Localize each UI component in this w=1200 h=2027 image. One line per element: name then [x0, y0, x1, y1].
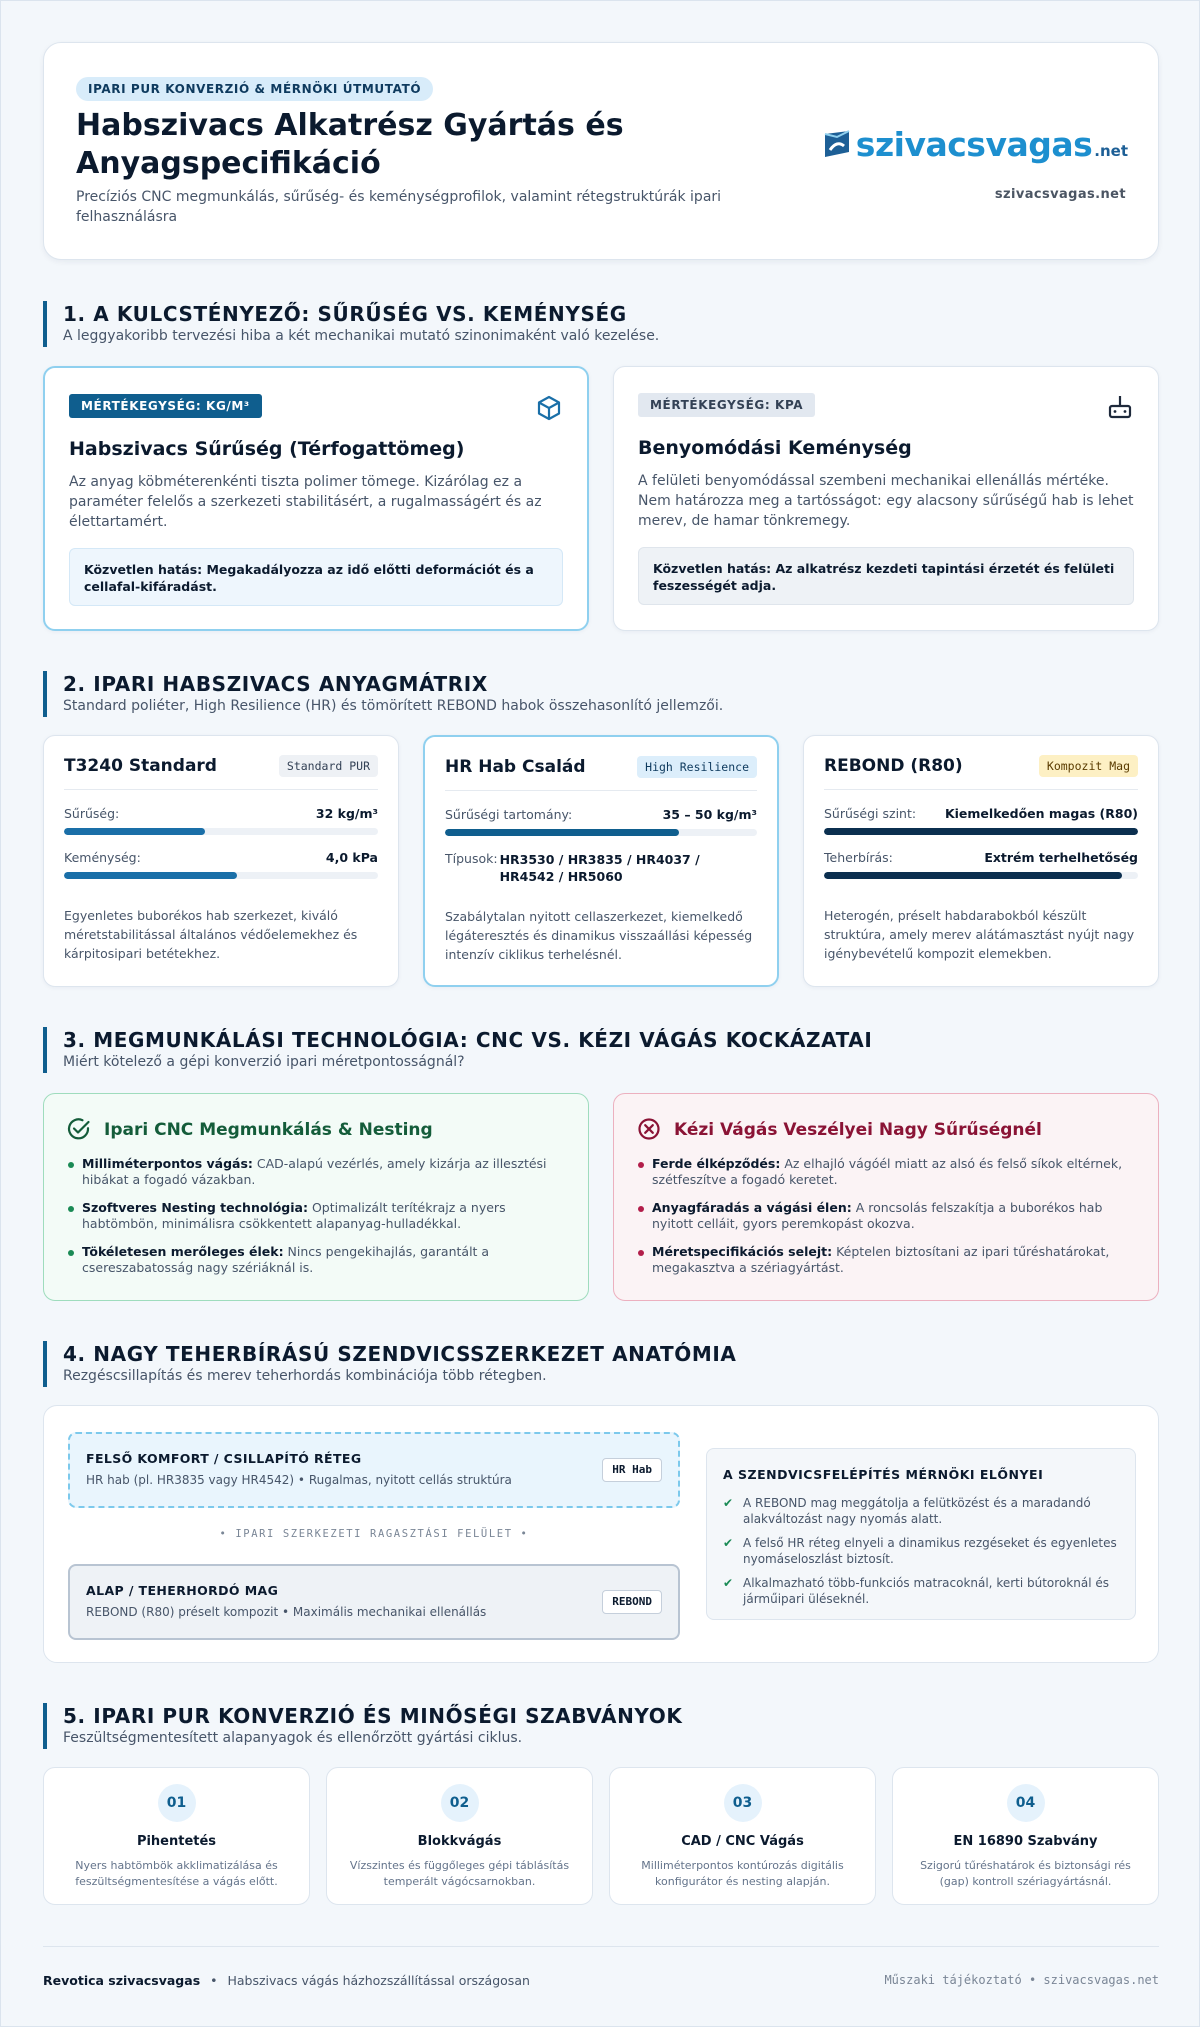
footer-right: Műszaki tájékoztató • szivacsvagas.net	[884, 1973, 1159, 1987]
check-icon: ✔	[723, 1496, 734, 1510]
list-item: Méretspecifikációs selejt: Képtelen biztosítani az ipari tűréshatárokat, megakasztva a szériagyártást.	[638, 1244, 1128, 1276]
density-unit-tag: MÉRTÉKEGYSÉG: KG/M³	[69, 394, 262, 418]
section-4-heading	[43, 1341, 1159, 1387]
list-item: Anyagfáradás a vágási élen: A roncsolás felszakítja a buborékos hab nyitott celláit, gyors peremkopást okozva.	[638, 1200, 1128, 1232]
density-row: Sűrűség: 32 kg/m³	[64, 806, 378, 821]
top-layer-desc: HR hab (pl. HR3835 vagy HR4542) • Rugalmas, nyitott cellás struktúra	[86, 1473, 512, 1487]
section-3-title: 3. MEGMUNKÁLÁSI TECHNOLÓGIA: CNC VS. KÉZI VÁGÁS KOCKÁZATAI	[63, 1028, 873, 1052]
density-bar	[824, 828, 1138, 835]
advantages-title: A SZENDVICSFELÉPÍTÉS MÉRNÖKI ELŐNYEI	[723, 1467, 1044, 1482]
step-desc: Milliméterpontos kontúrozás digitális konfigurátor és nesting alapján.	[641, 1859, 844, 1888]
list-item: Szoftveres Nesting technológia: Optimalizált terítékrajz a nyers habtömbön, minimálisra csökkentett alapanyag-hulladékkal.	[68, 1200, 558, 1232]
top-layer-title: FELSŐ KOMFORT / CSILLAPÍTÓ RÉTEG	[86, 1451, 362, 1466]
footer: Revotica szivacsvagas • Habszivacs vágás házhozszállítással országosan Műszaki tájékoztató • szivacsvagas.net	[43, 1946, 1159, 1996]
cnc-card	[43, 1093, 589, 1301]
hardness-title: Benyomódási Keménység	[638, 437, 912, 459]
density-body: Az anyag köbméterenkénti tiszta polimer tömege. Kizárólag ez a paraméter felelős a szerkezeti stabilitásért, a rugalmasságért és az élettartamért.	[69, 474, 542, 530]
page-subtitle: Precíziós CNC megmunkálás, sűrűség- és keménységprofilok, valamint rétegstruktúrák ipari felhasználásra	[76, 189, 722, 225]
top-layer	[68, 1432, 680, 1508]
manual-list	[638, 1156, 1128, 1288]
hardness-bar	[64, 872, 378, 879]
material-name: T3240 Standard	[64, 756, 217, 776]
list-item: Tökéletesen merőleges élek: Nincs pengekihajlás, garantált a csereszabatosság nagy szériáknál is.	[68, 1244, 558, 1276]
density-value: Kiemelkedően magas (R80)	[944, 806, 1138, 821]
step-desc: Nyers habtömbök akklimatizálása és feszültségmentesítése a vágás előtt.	[75, 1859, 278, 1888]
step-desc: Vízszintes és függőleges gépi táblásítás temperált vágócsarnokban.	[349, 1859, 570, 1888]
step-title: Blokkvágás	[417, 1834, 502, 1849]
logo[interactable]	[822, 119, 1128, 169]
list-item: ✔ A felső HR réteg elnyeli a dinamikus rezgéseket és egyenletes nyomáseloszlást biztosít.	[723, 1536, 1117, 1566]
list-item: ✔ Alkalmazható több-funkciós matracoknál, kerti bútoroknál és járműipari üléseknél.	[723, 1576, 1109, 1606]
section-2-heading	[43, 671, 1159, 717]
header-card	[43, 42, 1159, 260]
section-3-heading	[43, 1027, 1159, 1073]
header-pill: IPARI PUR KONVERZIÓ & MÉRNÖKI ÚTMUTATÓ	[76, 77, 433, 101]
hardness-row: Keménység: 4,0 kPa	[64, 850, 378, 865]
step-card	[43, 1767, 310, 1905]
section-4-title: 4. NAGY TEHERBÍRÁSÚ SZENDVICSSZERKEZET ANATÓMIA	[63, 1342, 737, 1366]
step-desc: Szigorú tűréshatárok és biztonsági rés (gap) kontroll szériagyártásnál.	[920, 1859, 1131, 1888]
step-card	[609, 1767, 876, 1905]
section-4-subtitle: Rezgéscsillapítás és merev teherhordás kombinációja több rétegben.	[63, 1368, 547, 1384]
load-row: Teherbírás: Extrém terhelhetőség	[824, 850, 1138, 865]
step-number: 03	[724, 1784, 762, 1822]
list-item: ✔ A REBOND mag meggátolja a felütközést és a maradandó alakváltozást nagy nyomás alatt.	[723, 1496, 1091, 1526]
material-badge: Kompozit Mag	[1039, 755, 1138, 777]
step-title: Pihentetés	[136, 1834, 217, 1849]
section-1-subtitle: A leggyakoribb tervezési hiba a két mechanikai mutató szinonimaként való kezelése.	[63, 328, 660, 344]
list-item: Milliméterpontos vágás: CAD-alapú vezérlés, amely kizárja az illesztési hibákat a fogadó vázakban.	[68, 1156, 558, 1188]
load-value: Extrém terhelhetőség	[984, 850, 1138, 865]
density-bar	[64, 828, 378, 835]
press-icon	[1106, 393, 1134, 421]
section-1-title: 1. A KULCSTÉNYEZŐ: SŰRŰSÉG VS. KEMÉNYSÉG	[63, 302, 627, 326]
density-value: 32 kg/m³	[315, 806, 378, 821]
section-5-heading	[43, 1703, 1159, 1749]
manual-title: Kézi Vágás Veszélyei Nagy Sűrűségnél	[674, 1120, 1042, 1140]
bottom-layer	[68, 1564, 680, 1640]
material-card-rebond	[803, 735, 1159, 987]
density-card	[43, 366, 589, 631]
hardness-value: 4,0 kPa	[325, 850, 378, 865]
material-desc: Egyenletes buborékos hab szerkezet, kiváló méretstabilitással általános védőelemekhez és kárpitosipari betétekhez.	[64, 908, 358, 961]
step-card	[326, 1767, 593, 1905]
types-row: Típusok: HR3530 / HR3835 / HR4037 / HR4542 / HR5060	[445, 851, 757, 885]
manual-card	[613, 1093, 1159, 1301]
cnc-list	[68, 1156, 558, 1288]
section-5-subtitle: Feszültségmentesített alapanyagok és ellenőrzött gyártási ciklus.	[63, 1730, 523, 1746]
x-circle-icon	[636, 1116, 662, 1142]
material-desc: Heterogén, préselt habdarabokból készült struktúra, amely merev alátámasztást nyújt nagy igénybevételű kompozit elemekben.	[824, 908, 1135, 961]
section-1-heading	[43, 301, 1159, 347]
material-badge: Standard PUR	[279, 755, 378, 777]
step-number: 02	[441, 1784, 479, 1822]
hardness-body: A felületi benyomódással szembeni mechanikai ellenállás mértéke. Nem határozza meg a tartósságot: egy alacsony sűrűségű hab is lehet merev, de hamar tönkremegy.	[638, 473, 1134, 529]
section-5-title: 5. IPARI PUR KONVERZIÓ ÉS MINŐSÉGI SZABVÁNYOK	[63, 1704, 683, 1728]
density-row: Sűrűségi tartomány: 35 – 50 kg/m³	[445, 807, 757, 822]
cube-icon	[535, 394, 563, 422]
step-number: 04	[1007, 1784, 1045, 1822]
density-value: 35 – 50 kg/m³	[662, 807, 757, 822]
density-bar	[445, 829, 757, 836]
step-title: CAD / CNC Vágás	[681, 1834, 804, 1849]
section-3-subtitle: Miért kötelező a gépi konverzió ipari méretpontosságnál?	[63, 1054, 465, 1070]
logo-mark-icon	[822, 128, 852, 160]
page-title: Habszivacs Alkatrész Gyártás és Anyagspecifikáció	[76, 108, 624, 181]
header-domain[interactable]: szivacsvagas.net	[994, 187, 1126, 202]
load-bar	[824, 872, 1138, 879]
section-2-subtitle: Standard poliéter, High Resilience (HR) és tömörített REBOND habok összehasonlító jellemzői.	[63, 698, 724, 714]
check-icon: ✔	[723, 1536, 734, 1550]
footer-brand: Revotica szivacsvagas	[43, 1973, 201, 1988]
density-title: Habszivacs Sűrűség (Térfogattömeg)	[69, 438, 465, 460]
material-badge: High Resilience	[637, 756, 757, 778]
hardness-card	[613, 366, 1159, 631]
footer-tagline: Habszivacs vágás házhozszállítással országosan	[227, 1973, 530, 1988]
bottom-layer-badge: REBOND	[602, 1590, 662, 1614]
density-row: Sűrűségi szint: Kiemelkedően magas (R80)	[824, 806, 1138, 821]
check-circle-icon	[66, 1116, 92, 1142]
step-number: 01	[158, 1784, 196, 1822]
list-item: Ferde élképződés: Az elhajló vágóél miatt az alsó és felső síkok eltérnek, szétfeszítve a fogadó keretet.	[638, 1156, 1128, 1188]
step-card	[892, 1767, 1159, 1905]
material-card-hr	[423, 735, 779, 987]
section-2-title: 2. IPARI HABSZIVACS ANYAGMÁTRIX	[63, 672, 488, 696]
top-layer-badge: HR Hab	[602, 1458, 662, 1482]
sandwich-card	[43, 1405, 1159, 1663]
advantages-list	[723, 1495, 1119, 1615]
material-card-standard	[43, 735, 399, 987]
bonding-interface: • IPARI SZERKEZETI RAGASZTÁSI FELÜLET •	[219, 1528, 529, 1540]
material-name: HR Hab Család	[445, 757, 586, 777]
check-icon: ✔	[723, 1576, 734, 1590]
material-desc: Szabálytalan nyitott cellaszerkezet, kiemelkedő légáteresztés és dinamikus visszaállási képesség intenzív ciklikus terhelésnél.	[445, 909, 753, 962]
hardness-effect: Közvetlen hatás: Az alkatrész kezdeti tapintási érzetét és felületi feszességét adja.	[638, 547, 1134, 605]
density-effect: Közvetlen hatás: Megakadályozza az idő előtti deformációt és a cellafal-kifáradást.	[69, 548, 563, 606]
types-value: HR3530 / HR3835 / HR4037 / HR4542 / HR5060	[499, 852, 700, 884]
bottom-layer-desc: REBOND (R80) préselt kompozit • Maximális mechanikai ellenállás	[86, 1605, 487, 1619]
cnc-title: Ipari CNC Megmunkálás & Nesting	[104, 1120, 433, 1140]
hardness-unit-tag: MÉRTÉKEGYSÉG: KPA	[638, 393, 815, 417]
step-title: EN 16890 Szabvány	[953, 1834, 1098, 1849]
material-name: REBOND (R80)	[824, 756, 963, 776]
logo-word: szivacsvagas	[855, 124, 1093, 164]
logo-tld: .net	[1094, 142, 1128, 160]
bottom-layer-title: ALAP / TEHERHORDÓ MAG	[86, 1583, 279, 1598]
advantages-box	[706, 1448, 1136, 1620]
